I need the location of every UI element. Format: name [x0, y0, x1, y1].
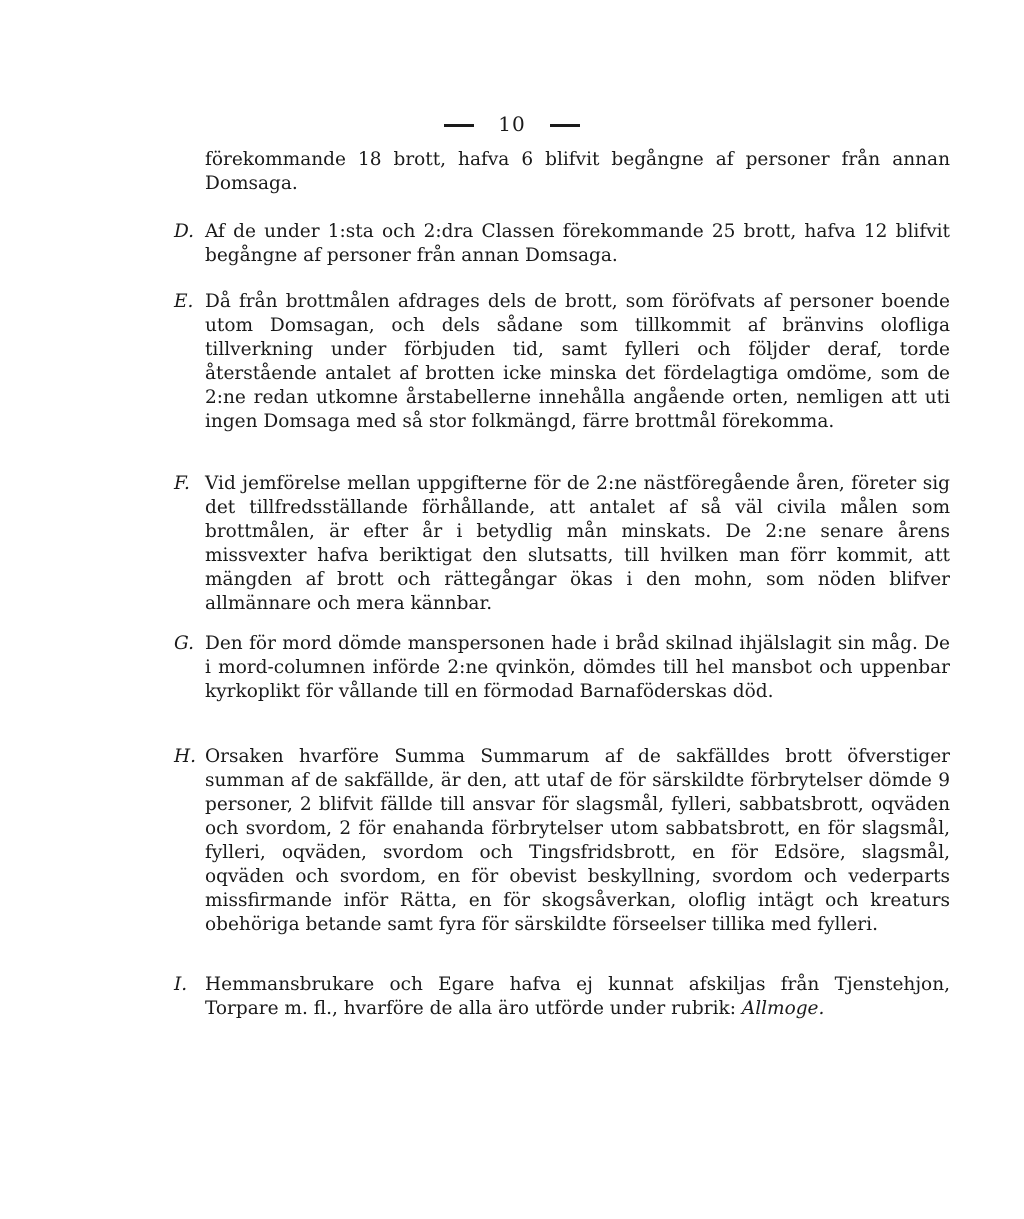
header-dash-left	[444, 124, 474, 127]
page-header	[0, 112, 1024, 136]
section-text	[205, 973, 950, 1021]
section-text: Orsaken hvarföre Summa Summarum af de sakfälldes brott öfverstiger summan af de sakfällde, är den, att utaf de för särskildte förbrytelser dömde 9 personer, 2 blifvit fällde till ansvar för slagsmål, fylleri, sabbatsbrott, oqväden och svordom, 2 för enahanda förbrytelser utom sabbatsbrott, en för slagsmål, fylleri, oqväden, svordom och Tingsfridsbrott, en för Edsöre, slagsmål, oqväden och svordom, en för obevist beskyllning, svordom och vederparts missfirmande inför Rätta, en för skogsåverkan, oloflig intägt och kreaturs obehöriga betande samt fyra för särskildte förseelser tillika med fylleri.	[205, 746, 950, 935]
intro-paragraph: förekommande 18 brott, hafva 6 blifvit begångne af personer från annan Domsaga.	[205, 149, 950, 194]
section-text: Då från brottmålen afdrages dels de brott, som föröfvats af personer boende utom Domsagan, och dels sådane som tillkommit af bränvins olofliga tillverkning under förbjuden tid, samt fylleri och följder deraf, torde återstående antalet af brotten icke minska det fördelagtiga omdöme, som de 2:ne redan utkomne årstabellerne innehålla angående orten, nemligen att uti ingen Domsaga med så stor folkmängd, färre brottmål förekomma.	[205, 291, 950, 432]
header-dash-right	[550, 124, 580, 127]
section-letter: G.	[174, 633, 194, 654]
section-letter: I.	[174, 974, 188, 995]
section-text: Den för mord dömde manspersonen hade i bråd skilnad ihjälslagit sin måg. De i mord-columnen införde 2:ne qvinkön, dömdes till hel mansbot och uppenbar kyrkoplikt för vållande till en förmodad Barnaföderskas död.	[205, 633, 950, 702]
section-letter: E.	[174, 291, 194, 312]
section-text: Af de under 1:sta och 2:dra Classen förekommande 25 brott, hafva 12 blifvit begångne af personer från annan Domsaga.	[205, 221, 950, 266]
section-text-emphasis: Allmoge.	[741, 998, 825, 1019]
section-letter: F.	[174, 473, 190, 494]
section-text: Vid jemförelse mellan uppgifterne för de 2:ne nästföregående åren, företer sig det tillfredsställande förhållande, att antalet af så väl civila målen som brottmålen, är efter år i betydlig mån minskats. De 2:ne senare årens missvexter hafva beriktigat den slutsatts, till hvilken man förr kommit, att mängden af brott och rättegångar ökas i den mohn, som nöden blifver allmännare och mera kännbar.	[205, 473, 950, 614]
section-text-body: Hemmansbrukare och Egare hafva ej kunnat afskiljas från Tjenstehjon, Torpare m. fl., hvarföre de alla äro utförde under rubrik:	[205, 974, 950, 1019]
page-number: 10	[498, 112, 526, 136]
section-letter: H.	[174, 746, 197, 767]
section-letter: D.	[174, 221, 195, 242]
